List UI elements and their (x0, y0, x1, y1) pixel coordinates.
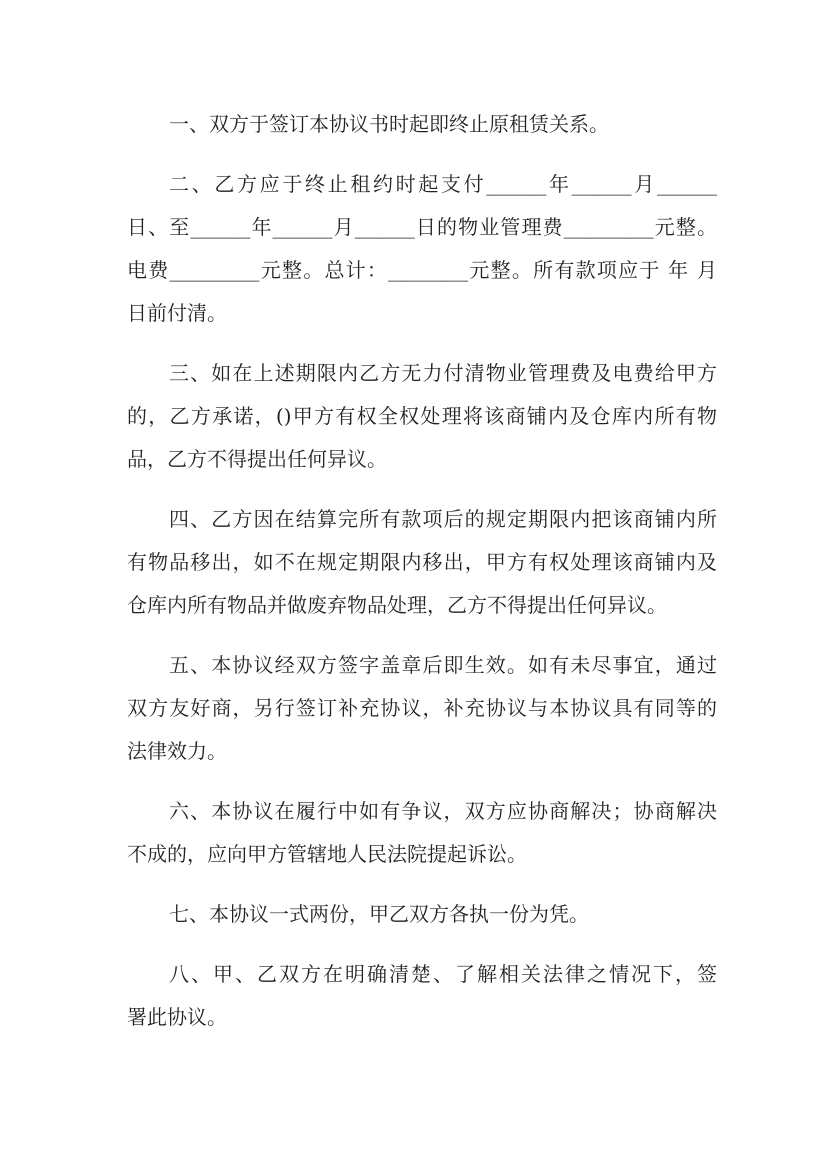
clause-line: 一、双方于签订本协议书时起即终止原租赁关系。 (169, 112, 609, 136)
clause-line: 仓库内所有物品并做废弃物品处理，乙方不得提出任何异议。 (127, 593, 667, 617)
clause-line: 品，乙方不得提出任何异议。 (127, 447, 387, 471)
clause-line: 五、本协议经双方签字盖章后即生效。如有未尽事宜，通过 (169, 653, 717, 677)
clause-line: 不成的，应向甲方管辖地人民法院提起诉讼。 (127, 842, 527, 866)
clause-paragraph (127, 163, 717, 335)
clause-line: 署此协议。 (127, 1005, 227, 1029)
document-body (127, 103, 717, 1056)
clause-line: 双方友好商，另行签订补充协议，补充协议与本协议具有同等的 (127, 696, 717, 720)
clause-line: 四、乙方因在结算完所有款项后的规定期限内把该商铺内所 (169, 507, 717, 531)
clause-paragraph (127, 498, 717, 627)
clause-line: 七、本协议一式两份，甲乙双方各执一份为凭。 (169, 902, 589, 926)
clause-paragraph (127, 790, 717, 876)
clause-line: 八、甲、乙双方在明确清楚、了解相关法律之情况下，签 (169, 962, 717, 986)
clause-paragraph (127, 644, 717, 773)
clause-paragraph (127, 352, 717, 481)
clause-line: 法律效力。 (127, 739, 227, 763)
clause-line: 的，乙方承诺，()甲方有权全权处理将该商铺内及仓库内所有物 (127, 404, 717, 428)
clause-paragraph (127, 103, 717, 146)
clause-line: 有物品移出，如不在规定期限内移出，甲方有权处理该商铺内及 (127, 550, 717, 574)
clause-line: 日前付清。 (127, 301, 227, 325)
clause-line: 三、如在上述期限内乙方无力付清物业管理费及电费给甲方 (169, 361, 717, 385)
clause-line: 电费_________元整。总计：________元整。所有款项应于 年 月 (127, 258, 717, 282)
clause-paragraph (127, 953, 717, 1039)
clause-line: 日、至______年______月______日的物业管理费_________元整。 (127, 215, 717, 239)
clause-line: 六、本协议在履行中如有争议，双方应协商解决；协商解决 (169, 799, 717, 823)
clause-line: 二、乙方应于终止租约时起支付______年______月______ (169, 172, 717, 196)
clause-paragraph (127, 893, 717, 936)
